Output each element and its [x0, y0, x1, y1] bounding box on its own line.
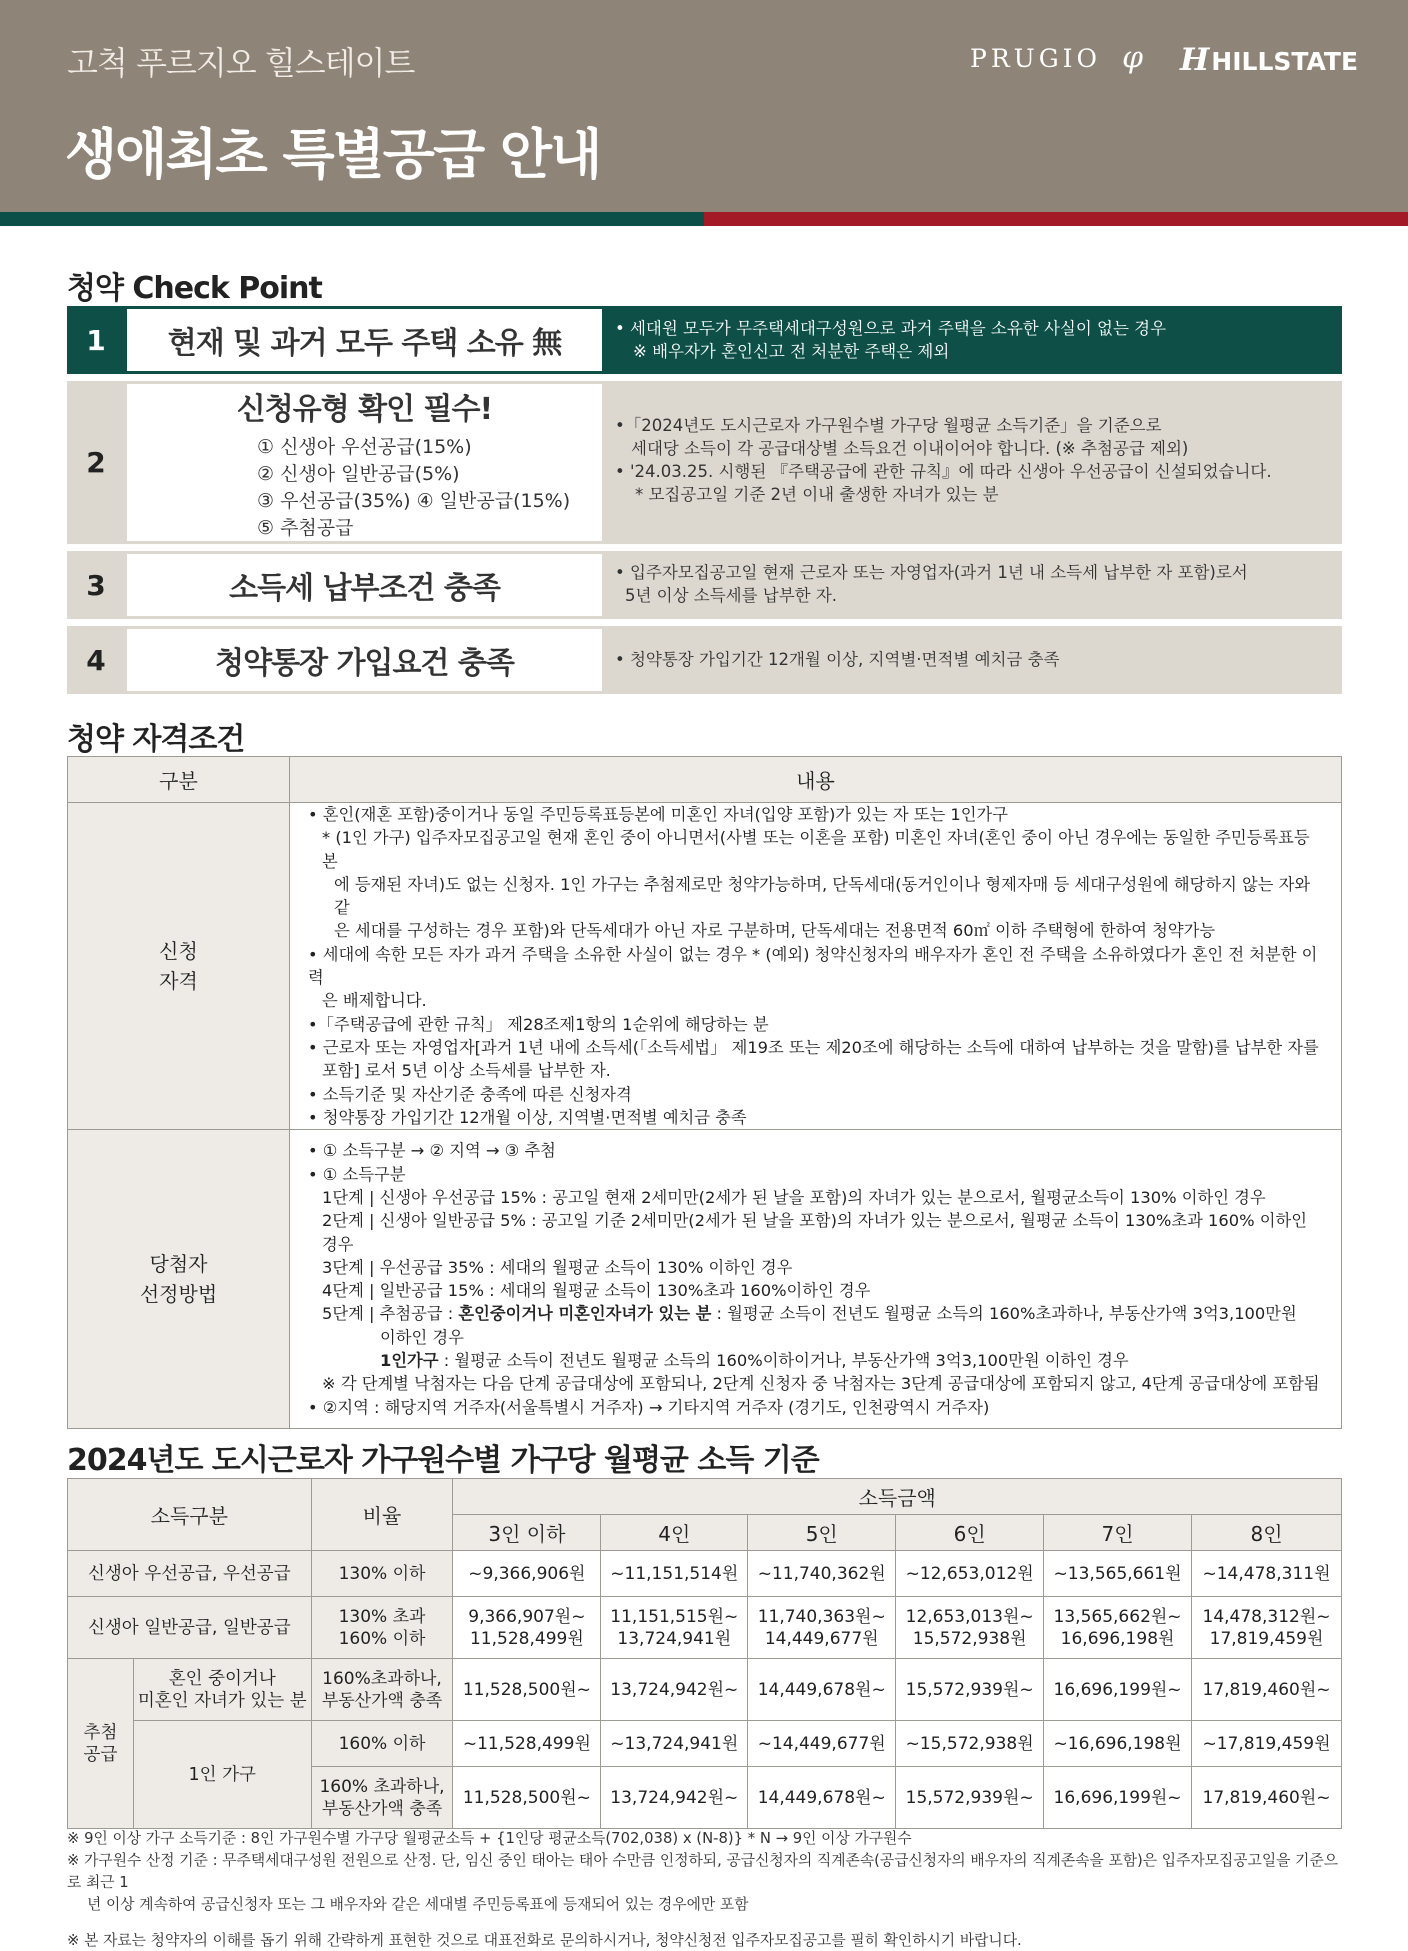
checkpoint-heading: 신청유형 확인 필수!: [236, 391, 493, 427]
content-line: 4단계 | 일반공급 15% : 세대의 월평균 소득이 130%초과 160%이하인 경우: [322, 1281, 871, 1301]
eligibility-content: [290, 803, 1342, 1130]
ratio-cell: [311, 1767, 453, 1829]
checkpoint-number: 3: [86, 568, 106, 602]
content-line: 이하인 경우: [380, 1327, 464, 1347]
amount-cell: 16,696,199원~: [1044, 1767, 1192, 1829]
checkpoint-row-2: [67, 381, 1342, 544]
content-segment: 5단계 | 추첨공급 :: [322, 1304, 459, 1324]
checkpoint-title: 청약 Check Point: [67, 271, 322, 306]
checkpoint-heading-box: [127, 629, 602, 691]
amount-from: 14,478,312원~: [1202, 1606, 1331, 1627]
checkpoint-description: [615, 561, 1248, 607]
label-line: 선정방법: [139, 1282, 218, 1307]
amount-cell: ~17,819,459원: [1192, 1721, 1342, 1767]
amount-cell: ~13,724,941원: [601, 1721, 748, 1767]
amount-cell: [601, 1597, 748, 1659]
table-header-row: [68, 757, 1342, 803]
content-line: • ① 소득구분 → ② 지역 → ③ 추첨: [308, 1141, 556, 1161]
content-line: • 근로자 또는 자영업자[과거 1년 내에 소득세(「소득세법」 제19조 또는 제20조에 해당하는 소득에 대하여 납부하는 것을 말함)를 납부한 자를: [308, 1037, 1319, 1057]
sub-label-line: 미혼인 자녀가 있는 분: [137, 1690, 307, 1711]
content-segment-bold: 혼인중이거나 미혼인자녀가 있는 분: [458, 1304, 712, 1324]
content-line: [308, 1349, 1325, 1372]
content-line: 에 등재된 자녀)도 없는 신청자. 1인 가구는 추첨제로만 청약가능하며, 단독세대(동거인이나 형제자매 등 세대구성원에 해당하지 않는 자와 같: [334, 874, 1311, 918]
amount-cell: 11,528,500원~: [453, 1659, 601, 1721]
header-subtitle: 고척 푸르지오 힐스테이트: [67, 44, 415, 82]
amount-to: 13,724,941원: [617, 1628, 732, 1649]
amount-cell: 14,449,678원~: [748, 1659, 896, 1721]
content-line: ※ 각 단계별 낙첨자는 다음 단계 공급대상에 포함되나, 2단계 신청자 중 낙첨자는 3단계 공급대상에 포함되지 않고, 4단계 공급대상에 포함됨: [322, 1374, 1320, 1394]
table-row: [68, 1597, 1342, 1659]
ratio-line: 160% 초과하나,: [319, 1776, 445, 1797]
table-row: [68, 1551, 1342, 1597]
amount-cell: 13,724,942원~: [601, 1659, 748, 1721]
amount-cell: ~13,565,661원: [1044, 1551, 1192, 1597]
content-line: • 청약통장 가입기간 12개월 이상, 지역별·면적별 예치금 충족: [308, 1107, 747, 1127]
sub-label: [133, 1659, 311, 1721]
header-stripe-green: [0, 212, 704, 226]
content-line: 은 세대를 구성하는 경우 포함)와 단독세대가 아닌 자로 구분하며, 단독세대는 전용면적 60㎡ 이하 주택형에 한하여 청약가능: [334, 921, 1216, 941]
amount-to: 15,572,938원: [912, 1628, 1027, 1649]
amount-cell: [453, 1597, 601, 1659]
prugio-logo-mark: 𝜑: [1122, 40, 1144, 75]
column-header-ratio: 비율: [311, 1479, 453, 1551]
column-header-persons: 6인: [896, 1515, 1044, 1551]
checkpoint-heading: 현재 및 과거 모두 주택 소유 無: [167, 326, 562, 361]
amount-to: 17,819,459원: [1209, 1628, 1324, 1649]
label-line: 신청: [159, 939, 198, 964]
amount-cell: 15,572,939원~: [896, 1767, 1044, 1829]
amount-cell: ~16,696,198원: [1044, 1721, 1192, 1767]
amount-from: 11,151,515원~: [610, 1606, 739, 1627]
column-header-persons: 5인: [748, 1515, 896, 1551]
description-line: 5년 이상 소득세를 납부한 자.: [625, 586, 838, 605]
table-row: [68, 1659, 1342, 1721]
footnote: ※ 가구원수 산정 기준 : 무주택세대구성원 전원으로 산정. 단, 임신 중인 태아는 태아 수만큼 인정하되, 공급신청자의 직계존속(공급신청자의 배우자의 직계존속을 포함)은 입주자모집공고일을 기준으로 최근 1: [67, 1852, 1339, 1891]
content-line: 3단계 | 우선공급 35% : 세대의 월평균 소득이 130% 이하인 경우: [322, 1257, 793, 1277]
checkpoint-heading-box: [127, 554, 602, 616]
option-item: ① 신생아 우선공급(15%): [257, 435, 472, 458]
table-row: [68, 1721, 1342, 1767]
hillstate-logo: [1180, 42, 1358, 78]
header-stripe-red: [704, 212, 1408, 226]
column-header-category: 구분: [68, 757, 290, 803]
amount-cell: ~14,449,677원: [748, 1721, 896, 1767]
amount-cell: 14,449,678원~: [748, 1767, 896, 1829]
checkpoint-number: 2: [86, 446, 106, 479]
selection-content: [290, 1130, 1342, 1429]
amount-cell: ~9,366,906원: [453, 1551, 601, 1597]
content-line: • ②지역 : 해당지역 거주자(서울특별시 거주자) → 기타지역 거주자 (경기도, 인천광역시 거주자): [308, 1397, 990, 1417]
description-line: • 청약통장 가입기간 12개월 이상, 지역별·면적별 예치금 충족: [615, 650, 1060, 669]
checkpoint-heading: 소득세 납부조건 충족: [229, 571, 500, 606]
ratio-cell: 130% 이하: [311, 1551, 453, 1597]
table-header-row: [68, 1479, 1342, 1515]
column-header-income-type: 소득구분: [68, 1479, 312, 1551]
page-title: 생애최초 특별공급 안내: [65, 123, 601, 186]
amount-cell: 17,819,460원~: [1192, 1767, 1342, 1829]
ratio-line: 160%초과하나,: [322, 1668, 442, 1689]
checkpoint-heading-box: [127, 309, 602, 371]
group-label-lottery: [68, 1659, 134, 1829]
ratio-line: 130% 초과: [338, 1606, 426, 1627]
sub-label-line: 혼인 중이거나: [168, 1668, 276, 1689]
content-line: • 소득기준 및 자산기준 충족에 따른 신청자격: [308, 1084, 632, 1104]
sub-label: 1인 가구: [133, 1721, 311, 1829]
option-item: ⑤ 추첨공급: [257, 516, 354, 539]
amount-from: 9,366,907원~: [468, 1606, 586, 1627]
content-line: • 혼인(재혼 포함)중이거나 동일 주민등록표등본에 미혼인 자녀(입양 포함)가 있는 자 또는 1인가구: [308, 805, 1008, 824]
checkpoint-description: [615, 414, 1272, 506]
column-header-persons: 8인: [1192, 1515, 1342, 1551]
description-line: • 입주자모집공고일 현재 근로자 또는 자영업자(과거 1년 내 소득세 납부한 자 포함)로서: [615, 563, 1248, 582]
checkpoint-number: 1: [86, 323, 106, 357]
table-row-selection: [68, 1130, 1342, 1429]
content-line: 1단계 | 신생아 우선공급 15% : 공고일 현재 2세미만(2세가 된 날을 포함)의 자녀가 있는 분으로서, 월평균소득이 130% 이하인 경우: [322, 1187, 1266, 1207]
row-label: 신생아 우선공급, 우선공급: [68, 1551, 312, 1597]
checkpoint-heading-box: [127, 384, 602, 541]
ratio-cell: [311, 1597, 453, 1659]
ratio-line: 부동산가액 충족: [321, 1798, 443, 1819]
content-line: 2단계 | 신생아 일반공급 5% : 공고일 기준 2세미만(2세가 된 날을 포함)의 자녀가 있는 분으로서, 월평균 소득이 130%초과 160% 이하인 경우: [322, 1211, 1307, 1254]
label-line: 당첨자: [149, 1252, 208, 1277]
option-item: ③ 우선공급(35%) ④ 일반공급(15%): [257, 489, 571, 512]
amount-to: 16,696,198원: [1060, 1628, 1175, 1649]
amount-cell: [896, 1597, 1044, 1659]
ratio-line: 부동산가액 충족: [321, 1690, 443, 1711]
content-segment: : 월평균 소득이 전년도 월평균 소득의 160%이하이거나, 부동산가액 3억3,100만원 이하인 경우: [438, 1351, 1129, 1371]
column-header-amount: 소득금액: [453, 1479, 1342, 1515]
amount-cell: ~11,528,499원: [453, 1721, 601, 1767]
row-label-selection: [68, 1130, 290, 1429]
ratio-cell: 160% 이하: [311, 1721, 453, 1767]
prugio-logo: PRUGIO: [970, 44, 1102, 73]
checkpoint-heading: 청약통장 가입요건 충족: [215, 646, 514, 681]
amount-cell: [1044, 1597, 1192, 1659]
income-table: [67, 1478, 1342, 1829]
description-line: 세대당 소득이 각 공급대상별 소득요건 이내이어야 합니다. (※ 추첨공급 제외): [631, 439, 1189, 458]
content-segment: : 월평균 소득이 전년도 월평균 소득의 160%초과하나, 부동산가액 3억3,100만원: [711, 1304, 1297, 1324]
qualification-table: [67, 756, 1342, 1429]
checkpoint-number: 4: [86, 643, 106, 677]
footnote: 년 이상 계속하여 공급신청자 또는 그 배우자와 같은 세대별 주민등록표에 등재되어 있는 경우에만 포함: [87, 1896, 749, 1913]
description-line: ※ 배우자가 혼인신고 전 처분한 주택은 제외: [633, 342, 950, 361]
content-line: [308, 1302, 1325, 1325]
description-line: • '24.03.25. 시행된 『주택공급에 관한 규칙』에 따라 신생아 우선공급이 신설되었습니다.: [615, 462, 1272, 481]
table-row-eligibility: [68, 803, 1342, 1130]
amount-cell: ~11,740,362원: [748, 1551, 896, 1597]
amount-cell: ~12,653,012원: [896, 1551, 1044, 1597]
amount-cell: ~14,478,311원: [1192, 1551, 1342, 1597]
checkpoint-row-4: [67, 626, 1342, 694]
option-item: ② 신생아 일반공급(5%): [257, 462, 460, 485]
amount-cell: [1192, 1597, 1342, 1659]
amount-from: 11,740,363원~: [757, 1606, 886, 1627]
content-line: * (1인 가구) 입주자모집공고일 현재 혼인 중이 아니면서(사별 또는 이혼을 포함) 미혼인 자녀(혼인 중이 아닌 경우에는 동일한 주민등록표등본: [322, 828, 1310, 871]
content-line: • 세대에 속한 모든 자가 과거 주택을 소유한 사실이 없는 경우 * (예외) 청약신청자의 배우자가 혼인 전 주택을 소유하였다가 혼인 전 처분한 이력: [308, 944, 1318, 988]
qualification-title: 청약 자격조건: [67, 722, 245, 757]
application-type-options: [257, 434, 570, 542]
checkpoint-description: [615, 317, 1166, 363]
label-line: 자격: [159, 969, 198, 994]
column-header-persons: 7인: [1044, 1515, 1192, 1551]
income-title: 2024년도 도시근로자 가구원수별 가구당 월평균 소득 기준: [67, 1443, 819, 1478]
amount-cell: 16,696,199원~: [1044, 1659, 1192, 1721]
amount-from: 12,653,013원~: [905, 1606, 1034, 1627]
content-segment-bold: 1인가구: [380, 1351, 439, 1371]
group-label-line: 추첨: [83, 1722, 118, 1743]
hillstate-logo-text: HILLSTATE: [1211, 47, 1359, 76]
amount-cell: 11,528,500원~: [453, 1767, 601, 1829]
column-header-persons: 3인 이하: [453, 1515, 601, 1551]
amount-to: 11,528,499원: [469, 1628, 584, 1649]
content-line: •「주택공급에 관한 규칙」 제28조제1항의 1순위에 해당하는 분: [308, 1014, 769, 1034]
hillstate-logo-mark: H: [1180, 42, 1210, 78]
row-label-eligibility: [68, 803, 290, 1130]
ratio-cell: [311, 1659, 453, 1721]
description-line: * 모집공고일 기준 2년 이내 출생한 자녀가 있는 분: [635, 485, 999, 504]
amount-from: 13,565,662원~: [1053, 1606, 1182, 1627]
ratio-line: 160% 이하: [338, 1628, 426, 1649]
footnote: ※ 본 자료는 청약자의 이해를 돕기 위해 간략하게 표현한 것으로 대표전화로 문의하시거나, 청약신청전 입주자모집공고를 필히 확인하시기 바랍니다.: [67, 1932, 1022, 1949]
checkpoint-row-1: [67, 306, 1342, 374]
group-label-line: 공급: [83, 1744, 118, 1765]
footnote: ※ 9인 이상 가구 소득기준 : 8인 가구원수별 가구당 월평균소득 + {1인당 평균소득(702,038) x (N-8)} * N → 9인 이상 가구원수: [67, 1830, 912, 1847]
checkpoint-row-3: [67, 551, 1342, 619]
amount-cell: ~11,151,514원: [601, 1551, 748, 1597]
column-header-content: 내용: [290, 757, 1342, 803]
amount-cell: 15,572,939원~: [896, 1659, 1044, 1721]
description-line: • 세대원 모두가 무주택세대구성원으로 과거 주택을 소유한 사실이 없는 경우: [615, 319, 1167, 338]
content-line: • ① 소득구분: [308, 1164, 406, 1184]
amount-to: 14,449,677원: [764, 1628, 879, 1649]
amount-cell: 13,724,942원~: [601, 1767, 748, 1829]
description-line: •「2024년도 도시근로자 가구원수별 가구당 월평균 소득기준」을 기준으로: [615, 416, 1162, 435]
amount-cell: ~15,572,938원: [896, 1721, 1044, 1767]
footnotes: [67, 1828, 1347, 1951]
amount-cell: [748, 1597, 896, 1659]
amount-cell: 17,819,460원~: [1192, 1659, 1342, 1721]
header-banner: [0, 0, 1408, 212]
checkpoint-description: [615, 648, 1060, 671]
content-line: 은 배제합니다.: [322, 991, 427, 1011]
column-header-persons: 4인: [601, 1515, 748, 1551]
row-label: 신생아 일반공급, 일반공급: [68, 1597, 312, 1659]
content-line: 포함] 로서 5년 이상 소득세를 납부한 자.: [322, 1061, 611, 1081]
